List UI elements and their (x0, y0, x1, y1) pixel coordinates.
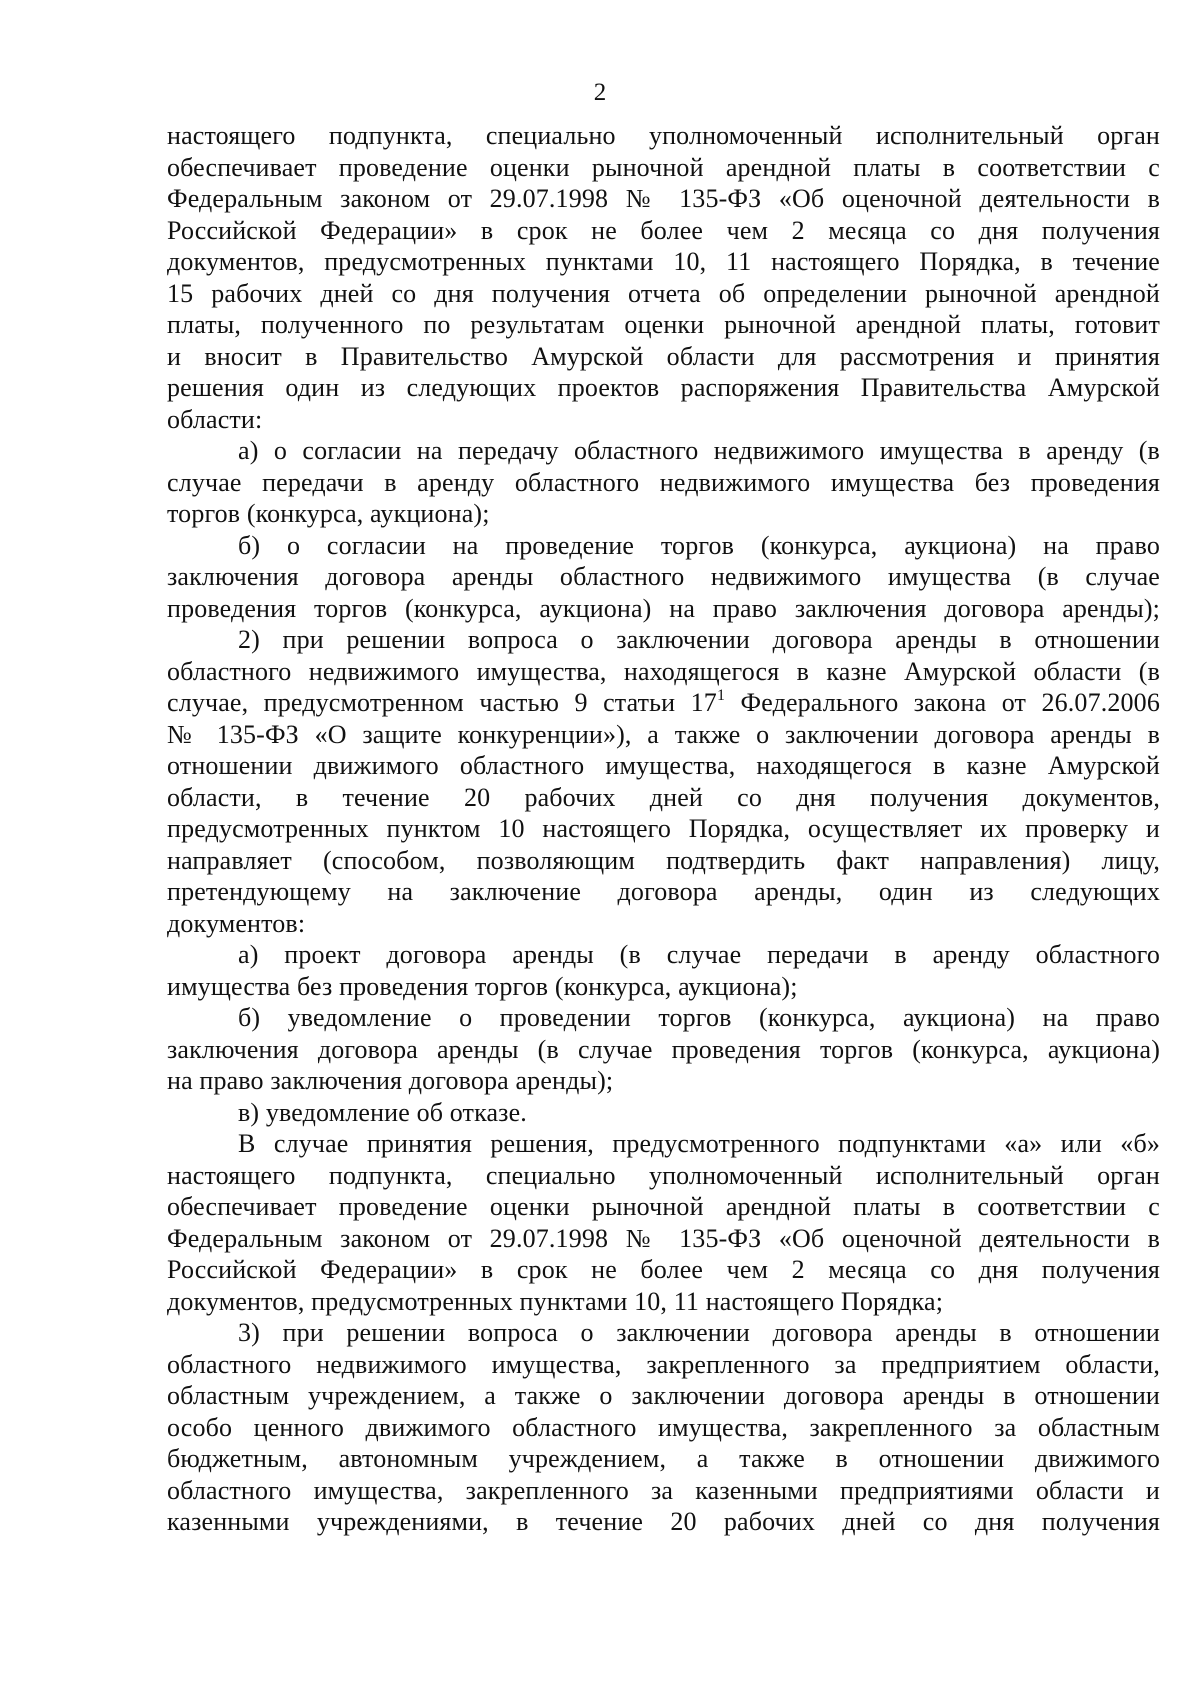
text-line-content: и вносит в Правительство Амурской области для рассмотрения и принятия (167, 341, 1160, 371)
text-line-content: заключения договора аренды областного недвижимого имущества (в случае (167, 562, 1160, 591)
text-line-content: области: (167, 404, 263, 434)
text-line (167, 719, 1160, 751)
text-line-content: решения один из следующих проектов распоряжения Правительства Амурской (167, 373, 1160, 402)
text-line-content: в) уведомление об отказе. (238, 1097, 527, 1127)
text-line-content: обеспечивает проведение оценки рыночной арендной платы в соответствии с (167, 152, 1160, 182)
text-line (167, 876, 1160, 908)
text-line-content: претендующему на заключение договора аренды, один из следующих (167, 877, 1160, 906)
text-line (167, 372, 1160, 404)
text-line (167, 1034, 1160, 1066)
text-line (167, 404, 1160, 436)
text-line (167, 183, 1160, 215)
text-line (167, 624, 1160, 656)
text-line-content: областного имущества, закрепленного за казенными предприятиями области и (167, 1475, 1160, 1505)
text-line-content: направляет (способом, позволяющим подтвердить факт направления) лицу, (167, 845, 1160, 875)
text-line (167, 1128, 1160, 1160)
text-line (167, 593, 1160, 625)
text-line (167, 1286, 1160, 1318)
text-line (167, 939, 1160, 971)
text-line (167, 1317, 1160, 1349)
text-line-content: области, в течение 20 рабочих дней со дня получения документов, (167, 782, 1160, 812)
text-line (167, 1443, 1160, 1475)
text-line (167, 341, 1160, 373)
page-number: 2 (593, 79, 607, 106)
text-line (167, 246, 1160, 278)
text-line-content: В случае принятия решения, предусмотренного подпунктами «а» или «б» (238, 1129, 1160, 1158)
superscript: 1 (716, 687, 726, 704)
text-line (167, 1191, 1160, 1223)
text-line (167, 1097, 1160, 1129)
text-line (167, 1380, 1160, 1412)
text-line (167, 1065, 1160, 1097)
text-line-content: областного недвижимого имущества, закрепленного за предприятием области, (167, 1349, 1160, 1379)
text-line (167, 435, 1160, 467)
text-line-content: обеспечивает проведение оценки рыночной арендной платы в соответствии с (167, 1192, 1160, 1221)
text-line-content: заключения договора аренды (в случае проведения торгов (конкурса, аукциона) (167, 1034, 1160, 1064)
text-line (167, 530, 1160, 562)
text-line-content: имущества без проведения торгов (конкурса, аукциона); (167, 971, 798, 1001)
text-line-content: случае передачи в аренду областного недвижимого имущества без проведения (167, 467, 1160, 497)
text-line-content: предусмотренных пунктом 10 настоящего Порядка, осуществляет их проверку и (167, 814, 1160, 843)
text-line (167, 1002, 1160, 1034)
text-line (167, 152, 1160, 184)
text-line (167, 309, 1160, 341)
text-line-content: Российской Федерации» в срок не более чем 2 месяца со дня получения (167, 1255, 1160, 1284)
text-line-content: бюджетным, автономным учреждением, а также в отношении движимого (167, 1444, 1160, 1473)
text-line-content: настоящего подпункта, специально уполномоченный исполнительный орган (167, 121, 1160, 150)
text-line (167, 908, 1160, 940)
text-line-content: 3) при решении вопроса о заключении договора аренды в отношении (238, 1318, 1160, 1347)
text-line-content: случае, предусмотренном частью 9 статьи 17 (167, 688, 717, 717)
text-line (167, 1223, 1160, 1255)
text-line (167, 1475, 1160, 1507)
text-line (167, 120, 1160, 152)
text-line (167, 278, 1160, 310)
text-line (167, 1349, 1160, 1381)
text-line-content: 2) при решении вопроса о заключении договора аренды в отношении (238, 625, 1160, 654)
text-line-content: документов, предусмотренных пунктами 10, 11 настоящего Порядка, в течение (167, 247, 1160, 276)
text-line-content: казенными учреждениями, в течение 20 рабочих дней со дня получения (167, 1507, 1160, 1536)
text-line-content: областным учреждением, а также о заключении договора аренды в отношении (167, 1381, 1160, 1410)
text-line (167, 1412, 1160, 1444)
text-line-content: 15 рабочих дней со дня получения отчета об определении рыночной арендной (167, 278, 1160, 308)
text-line (167, 1506, 1160, 1538)
text-line-content: б) о согласии на проведение торгов (конкурса, аукциона) на право (238, 530, 1160, 560)
text-line (167, 215, 1160, 247)
text-line (167, 971, 1160, 1003)
text-line-content: документов, предусмотренных пунктами 10, 11 настоящего Порядка; (167, 1286, 944, 1316)
text-line (167, 750, 1160, 782)
text-line (167, 467, 1160, 499)
text-line-content: на право заключения договора аренды); (167, 1066, 614, 1095)
text-line-content: особо ценного движимого областного имущества, закрепленного за областным (167, 1412, 1160, 1442)
text-line-content: платы, полученного по результатам оценки рыночной арендной платы, готовит (167, 310, 1160, 339)
text-line-content: проведения торгов (конкурса, аукциона) на право заключения договора аренды); (167, 593, 1160, 623)
text-line (167, 1160, 1160, 1192)
text-line-content: настоящего подпункта, специально уполномоченный исполнительный орган (167, 1160, 1160, 1190)
text-line-content: б) уведомление о проведении торгов (конкурса, аукциона) на право (238, 1003, 1160, 1032)
text-line-content: Федеральным законом от 29.07.1998 № 135-ФЗ «Об оценочной деятельности в (167, 184, 1160, 213)
text-line (167, 498, 1160, 530)
text-line-content: а) проект договора аренды (в случае передачи в аренду областного (238, 940, 1160, 969)
text-line (167, 1254, 1160, 1286)
text-line-content: № 135-ФЗ «О защите конкуренции»), а также о заключении договора аренды в (167, 719, 1160, 749)
text-line (167, 687, 1160, 719)
text-line (167, 782, 1160, 814)
text-line-continuation: Федерального закона от 26.07.2006 (725, 688, 1160, 717)
document-body (167, 120, 1160, 1538)
text-line (167, 656, 1160, 688)
text-line-content: отношении движимого областного имущества, находящегося в казне Амурской (167, 751, 1160, 780)
text-line (167, 845, 1160, 877)
text-line-content: документов: (167, 908, 306, 938)
text-line-content: а) о согласии на передачу областного недвижимого имущества в аренду (в (238, 436, 1160, 465)
text-line (167, 561, 1160, 593)
text-line-content: областного недвижимого имущества, находящегося в казне Амурской области (в (167, 656, 1160, 686)
text-line-content: Российской Федерации» в срок не более чем 2 месяца со дня получения (167, 215, 1160, 245)
text-line-content: торгов (конкурса, аукциона); (167, 499, 490, 528)
text-line (167, 813, 1160, 845)
text-line-content: Федеральным законом от 29.07.1998 № 135-ФЗ «Об оценочной деятельности в (167, 1223, 1160, 1253)
